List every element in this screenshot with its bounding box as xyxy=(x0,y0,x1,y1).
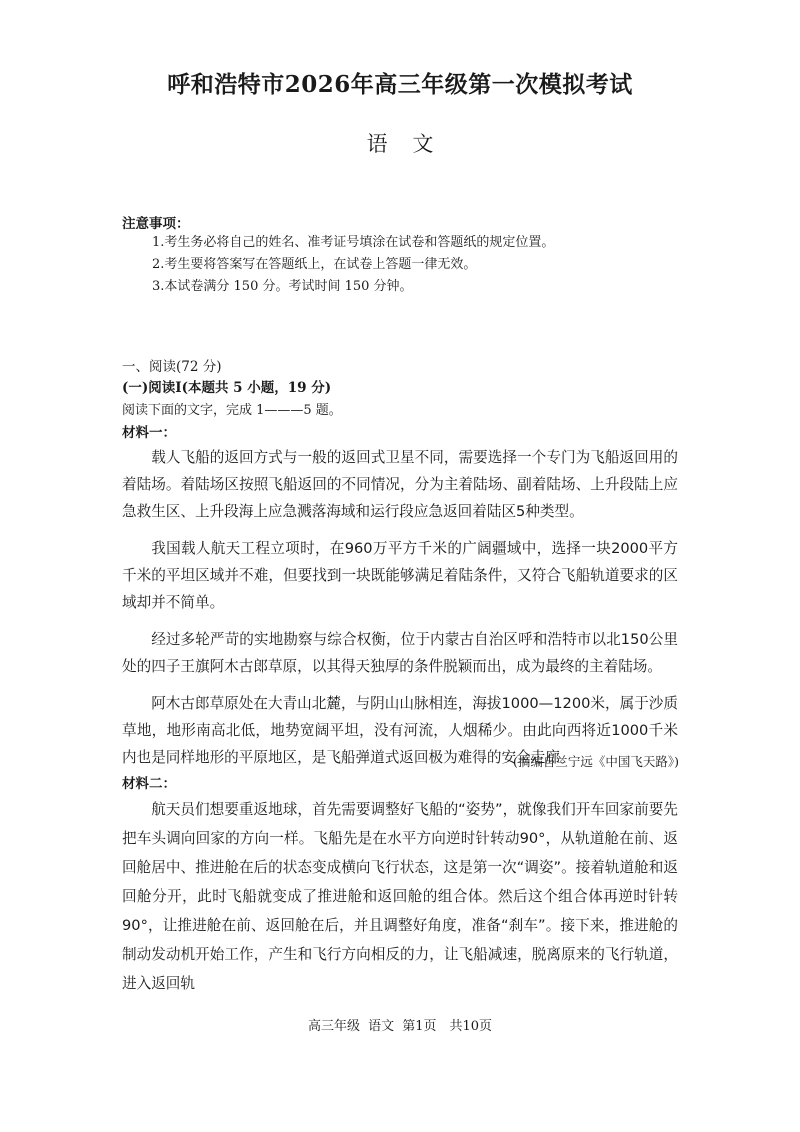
material-one-body xyxy=(122,444,678,781)
section-heading: 一、阅读(72 分) xyxy=(122,359,222,375)
subsection-heading: (一)阅读Ⅰ(本题共 5 小题，19 分) xyxy=(122,380,332,396)
paragraph: 我国载人航天工程立项时，在960万平方千米的广阔疆域中，选择一块2000平方千米的平坦区域并不难，但要找到一块既能够满足着陆条件，又符合飞船轨道要求的区域却并不简单。 xyxy=(122,540,678,611)
notice-item: 1.考生务必将自己的姓名、准考证号填涂在试卷和答题纸的规定位置。 xyxy=(152,235,555,250)
paragraph: 载人飞船的返回方式与一般的返回式卫星不同，需要选择一个专门为飞船返回用的着陆场。着陆场区按照飞船返回的不同情况，分为主着陆场、副着陆场、上升段陆上应急救生区、上升段海上应急溅落海域和运行段应急返回着陆区5种类型。 xyxy=(122,449,678,520)
subject-title: 语 文 xyxy=(366,132,434,156)
material-one-heading: 材料一： xyxy=(122,425,176,441)
material-two-body xyxy=(122,795,678,1008)
notice-item: 2.考生要将答案写在答题纸上，在试卷上答题一律无效。 xyxy=(152,257,477,272)
paragraph: 阿木古郎草原处在大青山北麓，与阴山山脉相连，海拔1000—1200米，属于沙质草地，地形南高北低，地势宽阔平坦，没有河流，人烟稀少。由此向西将近1000千米内也是同样地形的平原地区，是飞船弹道式返回极为难得的安全走廊。 xyxy=(122,695,678,766)
citation: (摘编自兰宁远《中国飞天路》) xyxy=(512,754,679,769)
paragraph: 经过多轮严苛的实地勘察与综合权衡，位于内蒙古自治区呼和浩特市以北150公里处的四子王旗阿木古郎草原，以其得天独厚的条件脱颖而出，成为最终的主着陆场。 xyxy=(122,631,678,675)
notice-list xyxy=(152,232,554,298)
page-footer: 高三年级 语文 第1页 共10页 xyxy=(307,1019,493,1034)
notice-item: 3.本试卷满分 150 分。考试时间 150 分钟。 xyxy=(152,279,413,294)
exam-title: 呼和浩特市2026年高三年级第一次模拟考试 xyxy=(167,71,633,98)
paragraph: 航天员们想要重返地球，首先需要调整好飞船的“姿势”，就像我们开车回家前要先把车头调向回家的方向一样。飞船先是在水平方向逆时针转动90°，从轨道舱在前、返回舱居中、推进舱在后的状态变成横向飞行状态，这是第一次“调姿”。接着轨道舱和返回舱分开，此时飞船就变成了推进舱和返回舱的组合体。然后这个组合体再逆时针转90°，让推进舱在前、返回舱在后，并且调整好角度，准备“刹车”。接下来，推进舱的制动发动机开始工作，产生和飞行方向相反的力，让飞船减速，脱离原来的飞行轨道，进入返回轨 xyxy=(122,801,678,992)
notice-heading: 注意事项： xyxy=(122,216,190,232)
reading-instruction: 阅读下面的文字，完成 1———5 题。 xyxy=(122,403,342,418)
material-two-heading: 材料二： xyxy=(122,776,176,792)
